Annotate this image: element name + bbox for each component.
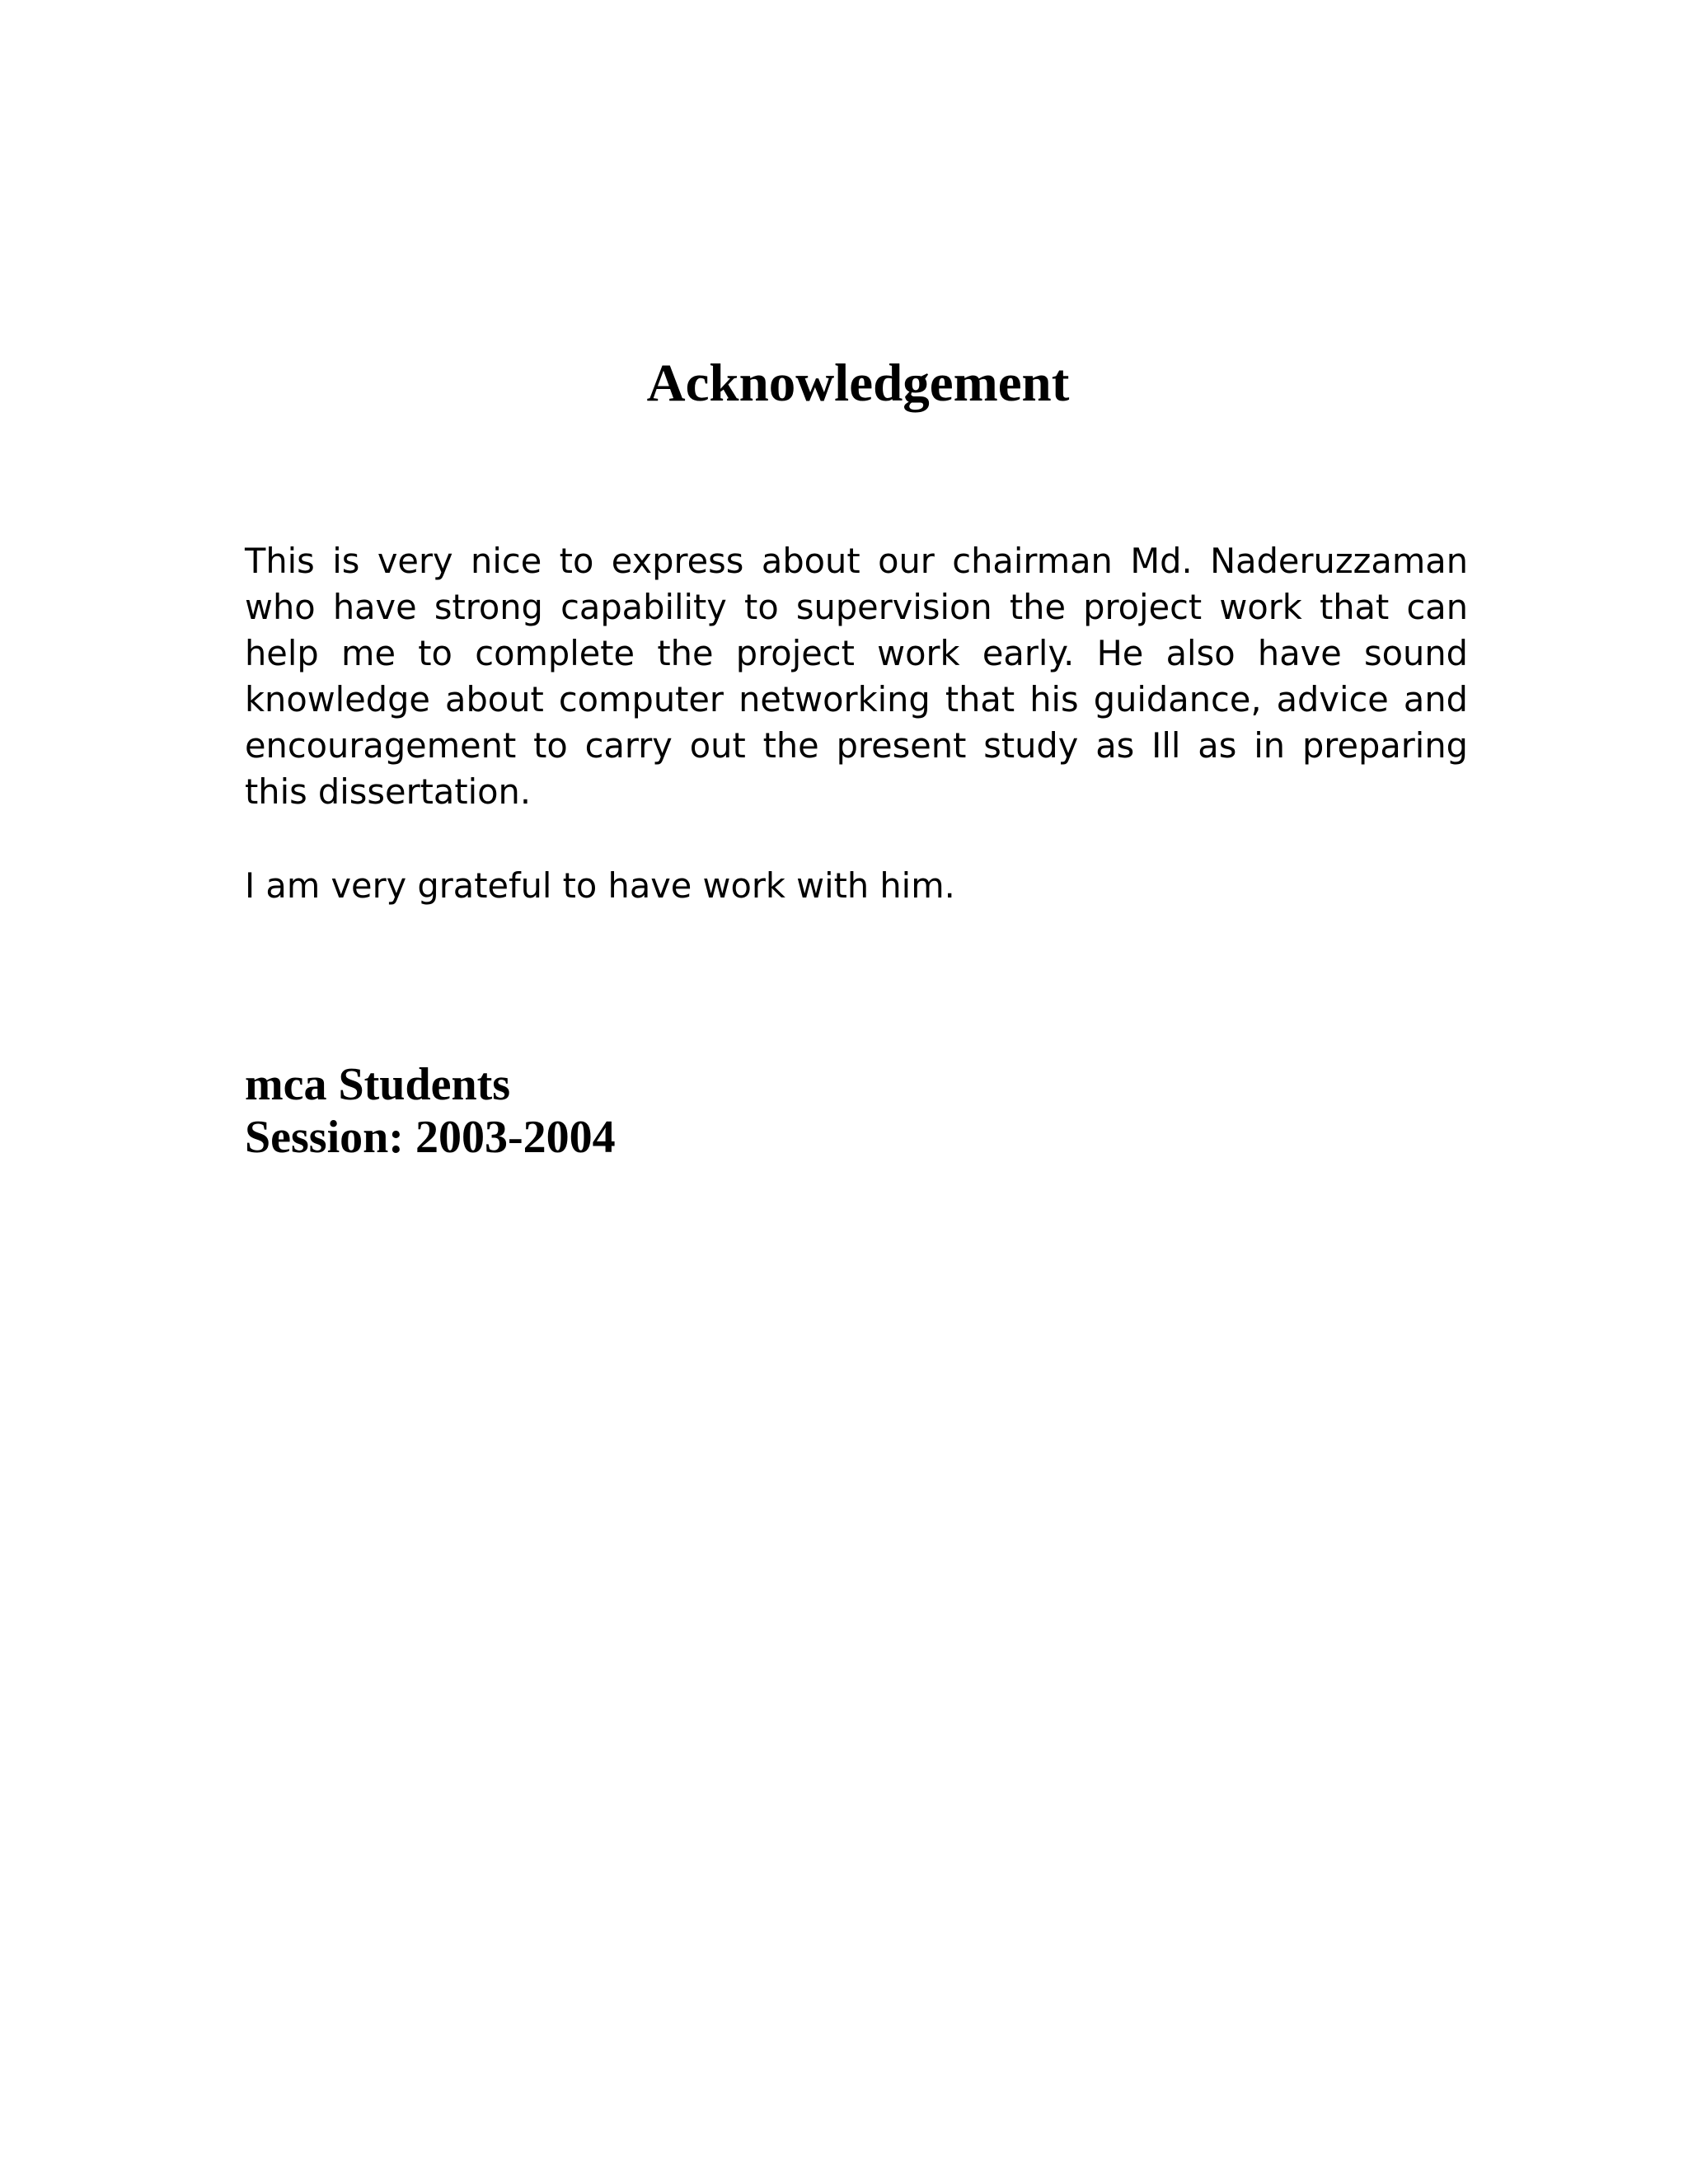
page-title: Acknowledgement [646, 354, 1070, 413]
signature-author: mca Students [245, 1059, 511, 1110]
signature-session: Session: 2003-2004 [245, 1112, 616, 1163]
closing-sentence: I am very grateful to have work with him. [245, 865, 955, 906]
signature-block [245, 1058, 616, 1164]
acknowledgement-paragraph: This is very nice to express about our chairman Md. Naderuzzaman who have strong capability to supervision the project work that can help me to complete the project work early. He also have sound knowledge about computer networking that his guidance, advice and encouragement to carry out the present study as Ill as in preparing this dissertation. [245, 541, 1468, 812]
